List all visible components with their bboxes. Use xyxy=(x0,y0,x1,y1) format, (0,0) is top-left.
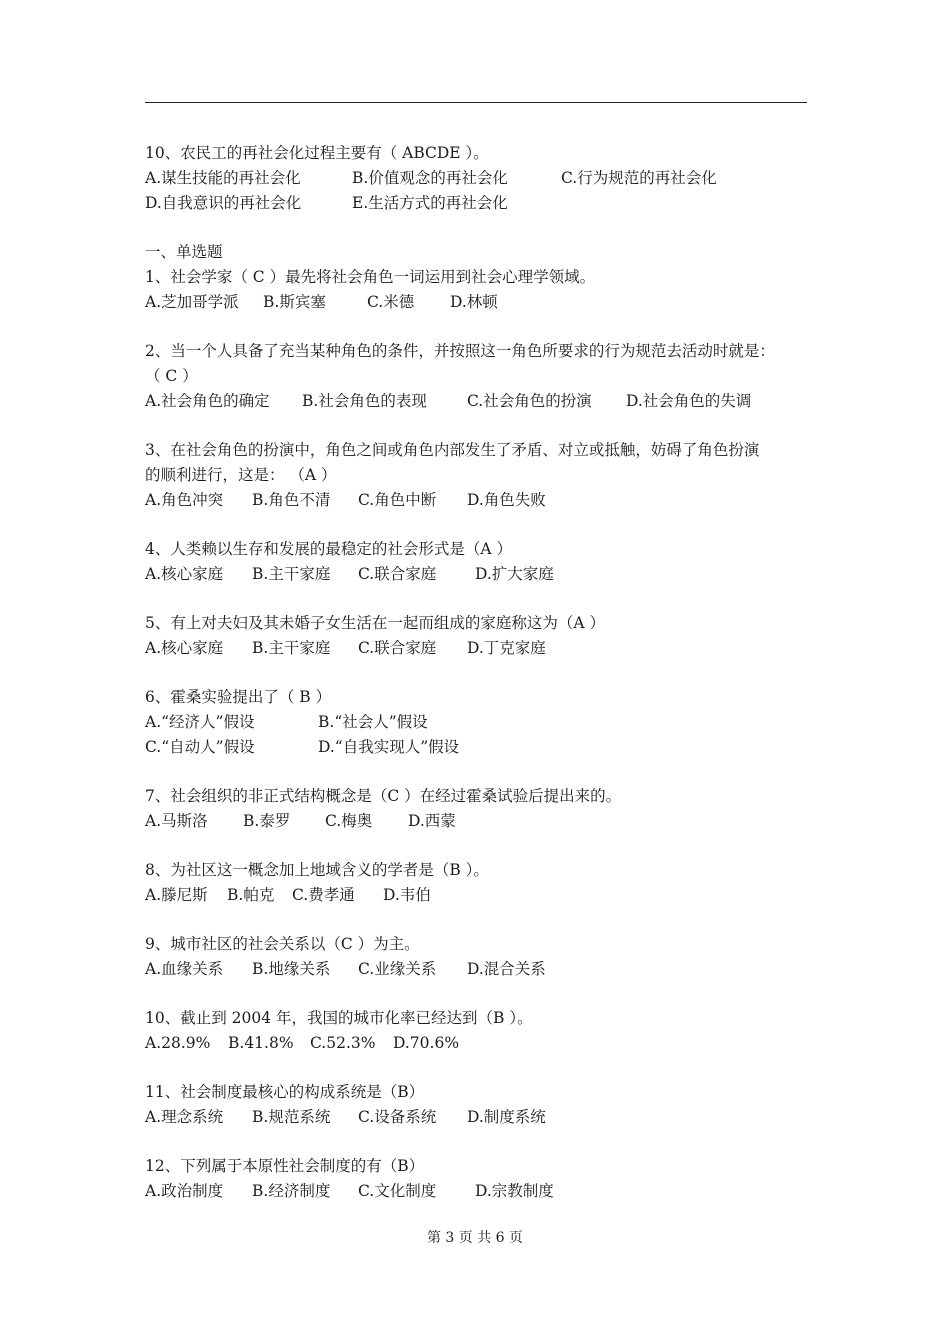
question-stem: 6、霍桑实验提出了（ B ） xyxy=(145,688,332,706)
option: B.主干家庭 xyxy=(252,565,331,583)
option: B.帕克 xyxy=(227,886,275,904)
option: C.业缘关系 xyxy=(358,960,437,978)
option-row xyxy=(145,166,815,191)
option: C.联合家庭 xyxy=(358,639,437,657)
option: A.谋生技能的再社会化 xyxy=(145,169,301,187)
option: B.价值观念的再社会化 xyxy=(352,169,508,187)
option-row xyxy=(145,290,815,315)
option: C.文化制度 xyxy=(358,1182,437,1200)
option: D.“自我实现人”假设 xyxy=(318,738,460,756)
question-stem: 11、社会制度最核心的构成系统是（B） xyxy=(145,1083,425,1101)
option-row xyxy=(145,809,815,834)
option-row xyxy=(145,1105,815,1130)
option-row xyxy=(145,735,815,760)
question-stem: 10、农民工的再社会化过程主要有（ ABCDE ）。 xyxy=(145,144,489,162)
question-stem: 8、为社区这一概念加上地域含义的学者是（B ）。 xyxy=(145,861,489,879)
option: C.行为规范的再社会化 xyxy=(561,169,717,187)
option: C.费孝通 xyxy=(292,886,355,904)
option: C.米德 xyxy=(367,293,415,311)
option: A.芝加哥学派 xyxy=(145,293,239,311)
option: C.设备系统 xyxy=(358,1108,437,1126)
option: C.联合家庭 xyxy=(358,565,437,583)
option-row xyxy=(145,883,815,908)
option: B.规范系统 xyxy=(252,1108,331,1126)
option: A.核心家庭 xyxy=(145,639,224,657)
question-stem: 3、在社会角色的扮演中，角色之间或角色内部发生了矛盾、对立或抵触，妨碍了角色扮演 xyxy=(145,441,760,459)
option: A.核心家庭 xyxy=(145,565,224,583)
question-stem: 7、社会组织的非正式结构概念是（C ）在经过霍桑试验后提出来的。 xyxy=(145,787,622,805)
option: A.血缘关系 xyxy=(145,960,224,978)
option: D.角色失败 xyxy=(467,491,546,509)
option: A.角色冲突 xyxy=(145,491,224,509)
option: D.林顿 xyxy=(450,293,498,311)
option: D.制度系统 xyxy=(467,1108,546,1126)
option: D.西蒙 xyxy=(408,812,456,830)
question-stem: 5、有上对夫妇及其未婚子女生活在一起而组成的家庭称这为（A ） xyxy=(145,614,605,632)
option: D.自我意识的再社会化 xyxy=(145,194,302,212)
option: D.混合关系 xyxy=(467,960,546,978)
option: A.滕尼斯 xyxy=(145,886,208,904)
option: B.“社会人”假设 xyxy=(318,713,428,731)
option-row xyxy=(145,1031,815,1056)
option-row xyxy=(145,1179,815,1204)
question-stem: 2、当一个人具备了充当某种角色的条件，并按照这一角色所要求的行为规范去活动时就是： xyxy=(145,342,775,360)
question-stem: 4、人类赖以生存和发展的最稳定的社会形式是（A ） xyxy=(145,540,512,558)
option: D.70.6% xyxy=(393,1034,460,1052)
option: B.社会角色的表现 xyxy=(302,392,427,410)
option: A.28.9% xyxy=(145,1034,211,1052)
option-row xyxy=(145,191,815,216)
option: A.理念系统 xyxy=(145,1108,224,1126)
option-row xyxy=(145,636,815,661)
option: E.生活方式的再社会化 xyxy=(352,194,508,212)
header-rule xyxy=(145,102,807,103)
option: A.政治制度 xyxy=(145,1182,224,1200)
option: B.主干家庭 xyxy=(252,639,331,657)
option: D.社会角色的失调 xyxy=(626,392,752,410)
option-row xyxy=(145,562,815,587)
option: D.韦伯 xyxy=(383,886,431,904)
option: D.丁克家庭 xyxy=(467,639,546,657)
option: B.41.8% xyxy=(228,1034,294,1052)
option-row xyxy=(145,957,815,982)
option: B.泰罗 xyxy=(243,812,291,830)
question-stem: 12、下列属于本原性社会制度的有（B） xyxy=(145,1157,425,1175)
option: A.社会角色的确定 xyxy=(145,392,270,410)
question-stem-cont: （ C ） xyxy=(145,367,198,385)
question-stem: 9、城市社区的社会关系以（C ）为主。 xyxy=(145,935,420,953)
question-stem: 1、社会学家（ C ）最先将社会角色一词运用到社会心理学领域。 xyxy=(145,268,596,286)
option: C.“自动人”假设 xyxy=(145,738,255,756)
option: C.52.3% xyxy=(310,1034,376,1052)
option: C.社会角色的扮演 xyxy=(467,392,592,410)
section-title: 一、单选题 xyxy=(145,243,223,261)
page-footer: 第 3 页 共 6 页 xyxy=(426,1230,524,1246)
option-row xyxy=(145,710,815,735)
option: D.宗教制度 xyxy=(475,1182,554,1200)
question-stem-cont: 的顺利进行，这是： （A ） xyxy=(145,466,337,484)
option: D.扩大家庭 xyxy=(475,565,554,583)
option: C.梅奥 xyxy=(325,812,373,830)
option: B.角色不清 xyxy=(252,491,331,509)
option: A.“经济人”假设 xyxy=(145,713,255,731)
option: B.经济制度 xyxy=(252,1182,331,1200)
option-row xyxy=(145,389,815,414)
question-stem: 10、截止到 2004 年，我国的城市化率已经达到（B ）。 xyxy=(145,1009,533,1027)
option: C.角色中断 xyxy=(358,491,437,509)
option: B.斯宾塞 xyxy=(263,293,326,311)
page-content xyxy=(145,141,815,1204)
option-row xyxy=(145,488,815,513)
option: B.地缘关系 xyxy=(252,960,331,978)
option: A.马斯洛 xyxy=(145,812,208,830)
